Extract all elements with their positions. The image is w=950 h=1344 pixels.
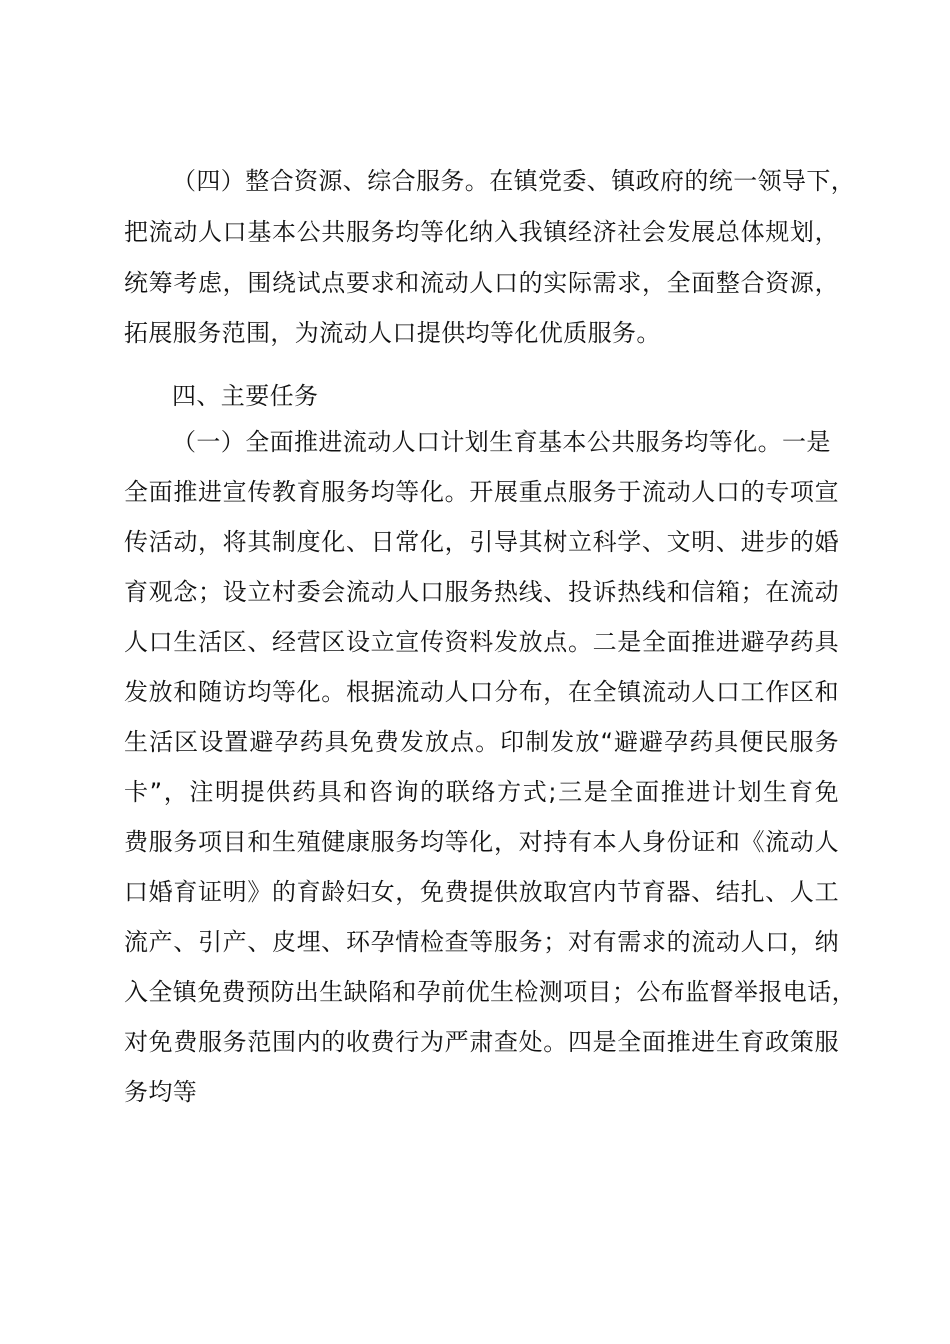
paragraph-line: 育观念；设立村委会流动人口服务热线、投诉热线和信箱；在流动 [124, 578, 839, 606]
paragraph-line: 全面推进宣传教育服务均等化。开展重点服务于流动人口的专项宣 [124, 478, 839, 506]
paragraph-line: 流产、引产、皮埋、环孕情检查等服务；对有需求的流动人口，纳 [124, 928, 839, 956]
paragraph-line: （四）整合资源、综合服务。在镇党委、镇政府的统一领导下， [172, 167, 856, 195]
paragraph-line: 费服务项目和生殖健康服务均等化，对持有本人身份证和《流动人 [124, 828, 839, 856]
paragraph-line: 传活动，将其制度化、日常化，引导其树立科学、文明、进步的婚 [124, 528, 839, 556]
paragraph-line: （一）全面推进流动人口计划生育基本公共服务均等化。一是 [172, 428, 831, 456]
paragraph-line: 卡”，注明提供药具和咨询的联络方式;三是全面推进计划生育免 [124, 778, 839, 806]
section-heading: 四、主要任务 [172, 382, 319, 410]
paragraph-line: 人口生活区、经营区设立宣传资料发放点。二是全面推进避孕药具 [124, 628, 839, 656]
paragraph-line: 发放和随访均等化。根据流动人口分布，在全镇流动人口工作区和 [124, 678, 839, 706]
paragraph-line: 生活区设置避孕药具免费发放点。印制发放“避避孕药具便民服务 [124, 728, 839, 756]
paragraph-line: 入全镇免费预防出生缺陷和孕前优生检测项目；公布监督举报电话， [124, 978, 856, 1006]
paragraph-line: 拓展服务范围，为流动人口提供均等化优质服务。 [124, 319, 661, 347]
paragraph-line: 口婚育证明》的育龄妇女，免费提供放取宫内节育器、结扎、人工 [124, 878, 839, 906]
paragraph-line: 对免费服务范围内的收费行为严肃查处。四是全面推进生育政策服 [124, 1028, 839, 1056]
paragraph-line: 务均等 [124, 1078, 198, 1106]
paragraph-line: 把流动人口基本公共服务均等化纳入我镇经济社会发展总体规划， [124, 218, 839, 246]
paragraph-line: 统筹考虑，围绕试点要求和流动人口的实际需求，全面整合资源， [124, 269, 839, 297]
